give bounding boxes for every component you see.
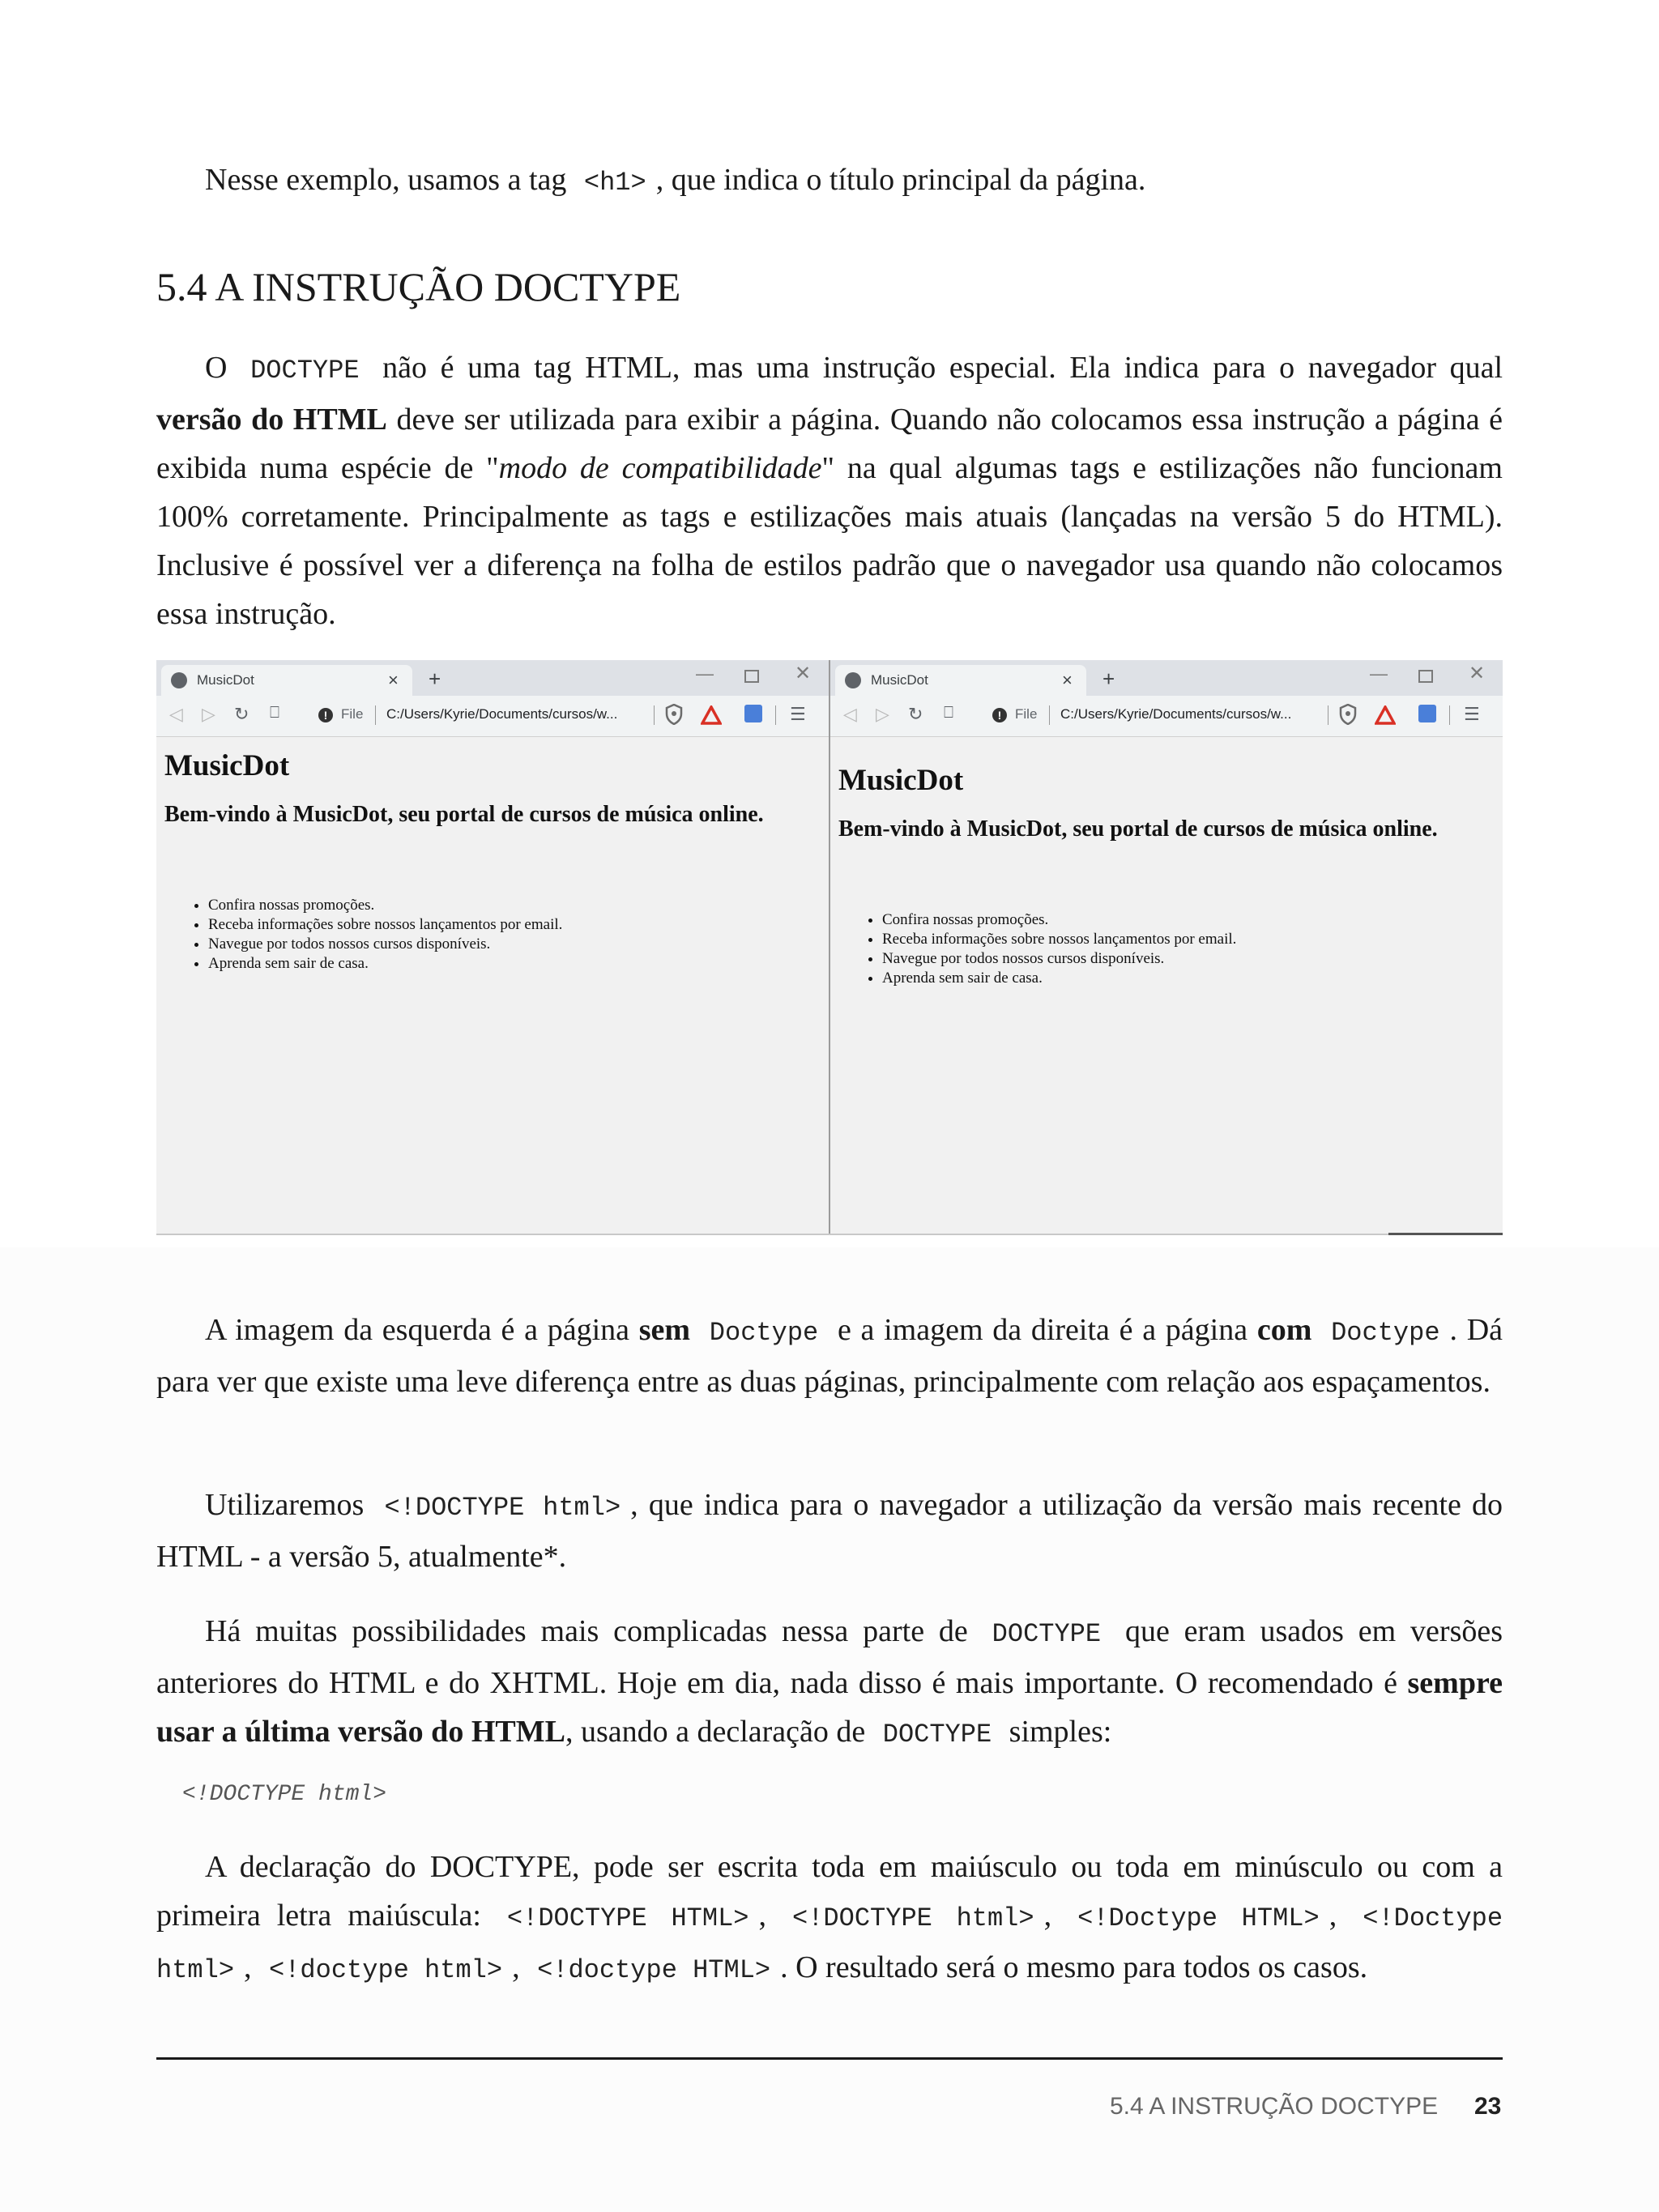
browser-window-without-doctype [156,660,829,1234]
doctype-paragraph [156,343,1503,638]
paragraph-text: . Dá para ver que existe uma leve diferença entre as duas páginas, principalmente com relação aos espaçamentos. [156,1313,1503,1399]
paragraph-text: Há muitas possibilidades mais complicadas nessa parte de [205,1614,968,1648]
shield-extension-icon[interactable] [1339,704,1357,725]
address-bar[interactable]: C:/Users/Kyrie/Documents/cursos/w... [386,706,618,722]
inline-code: <!Doctype HTML> [1077,1903,1320,1933]
url-divider [1049,705,1050,725]
globe-icon [171,672,187,688]
paragraph-text: que eram usados em versões anteriores do HTML e do XHTML. Hoje em dia, nada disso é mais importante. O recomendado é [156,1614,1503,1700]
bold-text: versão do HTML [156,403,387,437]
new-tab-button[interactable]: + [429,667,441,691]
paragraph-text: , que indica para o navegador a utilização da versão mais recente do HTML - a versão 5, atualmente*. [156,1488,1503,1574]
list-item: • Receba informações sobre nossos lançamentos por email. [208,915,562,935]
paragraph-text: , usando a declaração de [565,1715,866,1749]
browser-comparison-figure [156,660,1503,1235]
italic-text: modo de compatibilidade [498,451,822,485]
tab-bar [156,660,829,696]
bold-text: sem [638,1313,691,1347]
address-toolbar [830,696,1503,737]
tab-title: MusicDot [871,672,928,688]
translate-icon[interactable] [744,705,762,722]
list-item: • Navegue por todos nossos cursos disponíveis. [208,935,562,954]
paragraph-text: A declaração do DOCTYPE, pode ser escrita toda em maiúsculo ou toda em minúsculo ou com a primeira letra maiúscula: [156,1850,1503,1933]
inline-code: DOCTYPE [882,1720,992,1750]
footer-rule [156,2057,1503,2060]
toolbar-divider [1449,705,1450,725]
separator: , [1043,1899,1052,1933]
page-number: 23 [1474,2093,1502,2120]
page-subheading: Bem-vindo à MusicDot, seu portal de cursos de música online. [838,816,1438,842]
feature-list [859,910,1236,988]
running-footer-title: 5.4 A INSTRUÇÃO DOCTYPE [1110,2093,1439,2120]
feature-list [186,896,562,974]
address-toolbar [156,696,829,737]
casing-paragraph [156,1843,1503,1995]
page-heading: MusicDot [838,764,964,797]
list-item: • Confira nossas promoções. [208,896,562,915]
menu-icon[interactable]: ☰ [790,704,806,724]
code-block: <!DOCTYPE html> [182,1782,387,1807]
info-icon[interactable]: ! [992,708,1007,722]
minimize-icon[interactable]: — [696,663,714,684]
paragraph-text: e a imagem da direita é a página [837,1313,1248,1347]
list-item: • Aprenda sem sair de casa. [208,954,562,974]
paragraph-text: não é uma tag HTML, mas uma instrução especial. Ela indica para o navegador qual [382,351,1503,385]
intro-paragraph [156,156,1503,207]
inline-code: Doctype [709,1318,819,1348]
rendered-page [830,737,1503,1234]
comparison-paragraph [156,1306,1503,1406]
new-tab-button[interactable]: + [1102,667,1115,691]
tab-title: MusicDot [197,672,254,688]
maximize-icon[interactable] [744,670,759,683]
browser-window-with-doctype [830,660,1503,1234]
toolbar-divider [775,705,776,725]
inline-code: DOCTYPE [992,1619,1102,1649]
inline-code: Doctype [1331,1318,1440,1348]
browser-tab[interactable] [161,665,412,696]
list-item: • Receba informações sobre nossos lançamentos por email. [882,930,1236,949]
reload-icon[interactable]: ↻ [234,704,249,724]
list-item: • Navegue por todos nossos cursos disponíveis. [882,949,1236,969]
section-heading: 5.4 A INSTRUÇÃO DOCTYPE [156,264,681,309]
url-scheme-label: File [1015,706,1038,722]
address-bar[interactable]: C:/Users/Kyrie/Documents/cursos/w... [1060,706,1292,722]
globe-icon [845,672,861,688]
close-tab-icon[interactable]: × [388,670,399,690]
window-close-icon[interactable]: ✕ [795,663,812,684]
separator: , [512,1950,520,1984]
paragraph-text: A imagem da esquerda é a página [205,1313,630,1347]
window-close-icon[interactable]: ✕ [1469,663,1486,684]
inline-code: <!Doctype html> [156,1903,1503,1985]
forward-icon[interactable]: ▷ [876,704,889,724]
intro-text: Nesse exemplo, usamos a tag [205,163,567,197]
shield-extension-icon[interactable] [665,704,683,725]
list-item: • Aprenda sem sair de casa. [882,969,1236,988]
reload-icon[interactable]: ↻ [908,704,923,724]
usage-paragraph [156,1481,1503,1581]
url-scheme-label: File [341,706,364,722]
back-icon[interactable]: ◁ [843,704,857,724]
rendered-page [156,737,829,1234]
close-tab-icon[interactable]: × [1062,670,1073,690]
inline-code: <!doctype html> [269,1955,503,1985]
separator: , [758,1899,766,1933]
paragraph-text: " na qual algumas tags e estilizações não funcionam 100% corretamente. Principalmente as tags e estilizações mais atuais (lançadas na versão 5 do HTML). Inclusive é possível ver a diferença na folha de estilos padrão que o navegador usa quando não colocamos essa instrução. [156,451,1503,631]
inline-code: <!DOCTYPE html> [384,1493,621,1523]
browser-tab[interactable] [835,665,1086,696]
inline-code: <!doctype HTML> [537,1955,771,1985]
separator: , [244,1950,252,1984]
tab-bar [830,660,1503,696]
bold-text: com [1256,1313,1312,1347]
toolbar-divider [654,705,655,725]
paragraph-text: simples: [1009,1715,1112,1749]
back-icon[interactable]: ◁ [169,704,183,724]
triangle-extension-icon[interactable] [1375,705,1396,725]
inline-code: <h1> [583,168,646,198]
bookmark-icon[interactable]: ⎕ [270,704,279,722]
paragraph-text: deve ser utilizada para exibir a página. Quando não colocamos essa instrução a página é exibida numa espécie de " [156,403,1503,485]
info-icon[interactable]: ! [318,708,333,722]
inline-code: DOCTYPE [250,356,360,386]
inline-code: <!DOCTYPE HTML> [506,1903,749,1933]
maximize-icon[interactable] [1418,670,1433,683]
history-paragraph [156,1607,1503,1759]
paragraph-text: Utilizaremos [205,1488,365,1522]
page-heading: MusicDot [164,749,290,782]
bold-text: sempre usar a última versão do HTML [156,1666,1503,1749]
intro-text: , que indica o título principal da página. [655,163,1146,197]
forward-icon[interactable]: ▷ [202,704,215,724]
url-divider [375,705,376,725]
figure-bottom-mark [1388,1233,1503,1235]
translate-icon[interactable] [1418,705,1436,722]
figure-bottom-rule [156,1234,1503,1235]
inline-code: <!DOCTYPE html> [792,1903,1034,1933]
page-subheading: Bem-vindo à MusicDot, seu portal de cursos de música online. [164,802,764,827]
menu-icon[interactable]: ☰ [1464,704,1480,724]
triangle-extension-icon[interactable] [701,705,722,725]
paragraph-text: O [205,351,228,385]
separator: , [1328,1899,1337,1933]
minimize-icon[interactable]: — [1370,663,1388,684]
paragraph-text: . O resultado será o mesmo para todos os casos. [780,1950,1368,1984]
bookmark-icon[interactable]: ⎕ [944,704,953,722]
list-item: • Confira nossas promoções. [882,910,1236,930]
